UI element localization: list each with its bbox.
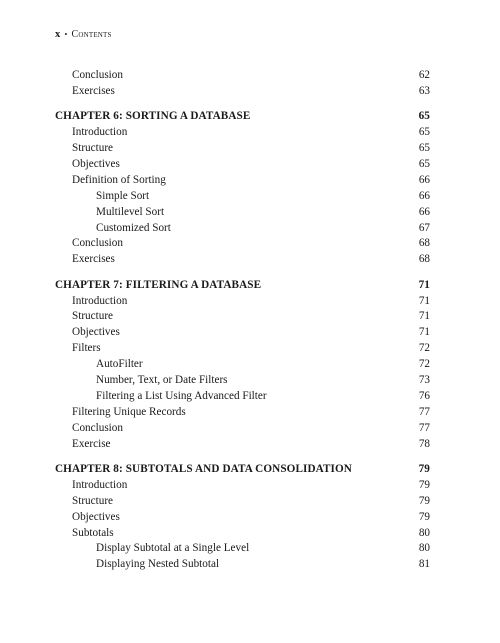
toc-entry-title: Displaying Nested Subtotal bbox=[96, 558, 220, 571]
toc-entry-title: Subtotals bbox=[72, 526, 114, 539]
toc-page-number: 71 bbox=[418, 278, 430, 291]
toc-entry-title: Structure bbox=[72, 142, 114, 155]
toc-entry-title: Objectives bbox=[72, 510, 120, 523]
toc-chapter-heading bbox=[55, 462, 430, 478]
toc-page-number: 67 bbox=[418, 221, 430, 234]
header-separator: • bbox=[64, 30, 68, 39]
toc-entry-title: Conclusion bbox=[72, 237, 123, 250]
toc-entry bbox=[55, 389, 430, 405]
chapter-title: CHAPTER 6: SORTING A DATABASE bbox=[55, 110, 251, 123]
toc-chapter-heading bbox=[55, 109, 430, 125]
toc-entry bbox=[55, 294, 430, 310]
toc-entry bbox=[55, 125, 430, 141]
toc-entry bbox=[55, 189, 430, 205]
toc-entry bbox=[55, 157, 430, 173]
toc-entry bbox=[55, 405, 430, 421]
toc-entry-title: Filters bbox=[72, 342, 101, 355]
section-gap bbox=[55, 268, 430, 278]
toc-page-number: 72 bbox=[418, 342, 430, 355]
toc-page-number: 71 bbox=[418, 310, 430, 323]
toc-page-number: 63 bbox=[418, 84, 430, 97]
toc-page-number: 66 bbox=[418, 173, 430, 186]
toc-entry bbox=[55, 478, 430, 494]
toc-entry-title: Filtering Unique Records bbox=[72, 405, 186, 418]
toc-entry-title: Customized Sort bbox=[96, 221, 171, 234]
toc-entry bbox=[55, 541, 430, 557]
toc-entry bbox=[55, 494, 430, 510]
toc-entry bbox=[55, 84, 430, 100]
toc-page-number: 65 bbox=[418, 126, 430, 139]
running-header bbox=[55, 29, 112, 40]
toc-entry bbox=[55, 357, 430, 373]
toc-entry-title: Introduction bbox=[72, 126, 128, 139]
table-of-contents bbox=[55, 68, 430, 573]
toc-page-number: 66 bbox=[418, 205, 430, 218]
toc-page-number: 77 bbox=[418, 421, 430, 434]
chapter-title: CHAPTER 7: FILTERING A DATABASE bbox=[55, 278, 262, 291]
toc-entry-title: Conclusion bbox=[72, 421, 123, 434]
toc-page-number: 68 bbox=[418, 253, 430, 266]
toc-entry bbox=[55, 325, 430, 341]
toc-page-number: 80 bbox=[418, 542, 430, 555]
toc-page-number: 73 bbox=[418, 374, 430, 387]
toc-entry bbox=[55, 68, 430, 84]
chapter-title: CHAPTER 8: SUBTOTALS AND DATA CONSOLIDATION bbox=[55, 462, 352, 475]
toc-entry bbox=[55, 557, 430, 573]
section-gap bbox=[55, 100, 430, 110]
toc-page-number: 68 bbox=[418, 237, 430, 250]
toc-page-number: 71 bbox=[418, 294, 430, 307]
toc-page-number: 81 bbox=[418, 558, 430, 571]
toc-entry-title: Exercises bbox=[72, 84, 115, 97]
toc-entry bbox=[55, 221, 430, 237]
toc-page-number: 79 bbox=[418, 494, 430, 507]
toc-entry-title: Conclusion bbox=[72, 69, 123, 81]
toc-entry bbox=[55, 341, 430, 357]
toc-entry-title: Objectives bbox=[72, 326, 120, 339]
toc-page-number: 79 bbox=[418, 510, 430, 523]
toc-page-number: 79 bbox=[418, 478, 430, 491]
toc-entry-title: Multilevel Sort bbox=[96, 205, 165, 218]
toc-entry bbox=[55, 373, 430, 389]
toc-page-number: 79 bbox=[418, 462, 430, 475]
toc-page-number: 77 bbox=[418, 405, 430, 418]
toc-page-number: 62 bbox=[418, 69, 430, 81]
toc-entry-title: Structure bbox=[72, 310, 114, 323]
toc-entry-title: Display Subtotal at a Single Level bbox=[96, 542, 250, 555]
toc-entry bbox=[55, 141, 430, 157]
toc-entry bbox=[55, 205, 430, 221]
toc-page-number: 71 bbox=[418, 326, 430, 339]
toc-entry-title: Structure bbox=[72, 494, 114, 507]
toc-page-number: 72 bbox=[418, 358, 430, 371]
toc-entry-title: Exercise bbox=[72, 437, 111, 450]
toc-entry-title: Introduction bbox=[72, 294, 128, 307]
toc-entry-title: Introduction bbox=[72, 478, 128, 491]
toc-entry bbox=[55, 252, 430, 268]
toc-entry-title: Simple Sort bbox=[96, 189, 150, 202]
toc-entry-title: Objectives bbox=[72, 157, 120, 170]
toc-page-number: 80 bbox=[418, 526, 430, 539]
toc-page-number: 76 bbox=[418, 389, 430, 402]
toc-chapter-heading bbox=[55, 278, 430, 294]
toc-entry bbox=[55, 236, 430, 252]
toc-entry bbox=[55, 309, 430, 325]
section-gap bbox=[55, 452, 430, 462]
toc-page-number: 66 bbox=[418, 189, 430, 202]
toc-entry-title: Number, Text, or Date Filters bbox=[96, 374, 228, 387]
toc-entry-title: Filtering a List Using Advanced Filter bbox=[96, 389, 267, 402]
toc-page-number: 65 bbox=[418, 157, 430, 170]
toc-page-number: 78 bbox=[418, 437, 430, 450]
toc-entry-title: AutoFilter bbox=[96, 358, 143, 371]
toc-entry bbox=[55, 421, 430, 437]
toc-entry-title: Exercises bbox=[72, 253, 115, 266]
toc-page-number: 65 bbox=[418, 110, 430, 123]
toc-entry bbox=[55, 526, 430, 542]
toc-entry-title: Definition of Sorting bbox=[72, 173, 166, 186]
toc-entry bbox=[55, 510, 430, 526]
toc-entry bbox=[55, 437, 430, 453]
header-section-title: Contents bbox=[71, 29, 112, 40]
header-page-number: x bbox=[55, 29, 61, 40]
toc-entry bbox=[55, 173, 430, 189]
toc-page-number: 65 bbox=[418, 142, 430, 155]
